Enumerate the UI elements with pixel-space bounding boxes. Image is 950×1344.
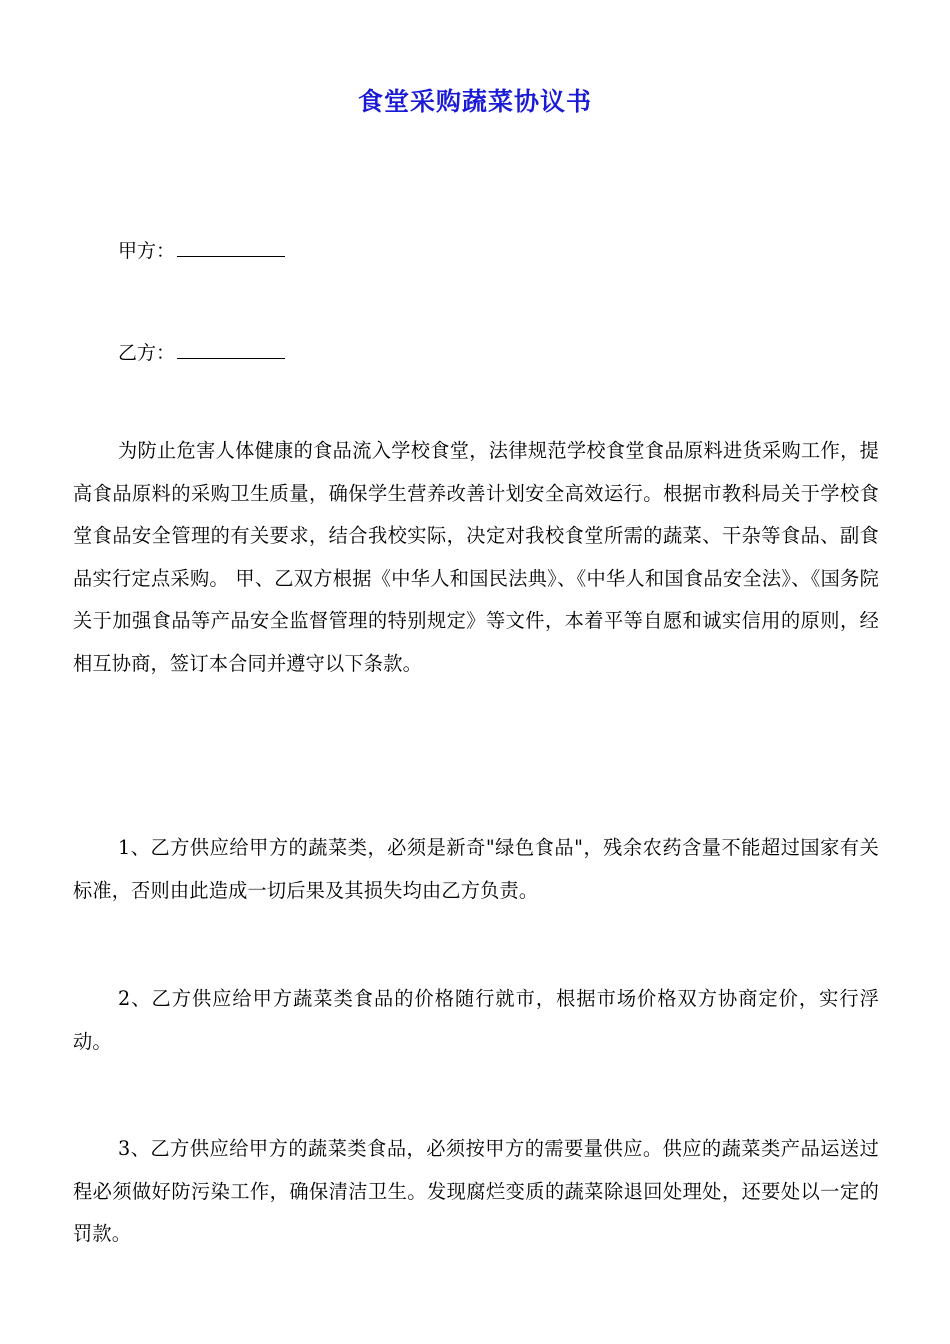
clause-3-paragraph: 3、乙方供应给甲方的蔬菜类食品，必须按甲方的需要量供应。供应的蔬菜类产品运送过程必须做好防污染工作，确保清洁卫生。发现腐烂变质的蔬菜除退回处理处，还要处以一定的罚款。 [73, 1137, 879, 1245]
party-a-blank [177, 238, 285, 257]
party-b-label: 乙方： [118, 342, 176, 364]
clause-2-paragraph: 2、乙方供应给甲方蔬菜类食品的价格随行就市，根据市场价格双方协商定价，实行浮动。 [73, 987, 879, 1053]
party-a-line [118, 236, 285, 266]
party-a-label: 甲方： [118, 240, 176, 262]
preamble-paragraph: 为防止危害人体健康的食品流入学校食堂，法律规范学校食堂食品原料进货采购工作，提高食品原料的采购卫生质量，确保学生营养改善计划安全高效运行。根据市教科局关于学校食堂食品安全管理的有关要求，结合我校实际，决定对我校食堂所需的蔬菜、干杂等食品、副食品实行定点采购。 甲、乙双方根据《中华人和国民法典》、《中华人和国食品安全法》、《国务院关于加强食品等产品安全监督管理的特别规定》等文件，本着平等自愿和诚实信用的原则，经相互协商，签订本合同并遵守以下条款。 [73, 439, 879, 675]
party-b-blank [177, 340, 285, 359]
document-title: 食堂采购蔬菜协议书 [357, 87, 592, 116]
clause-1-paragraph: 1、乙方供应给甲方的蔬菜类，必须是新奇"绿色食品"，残余农药含量不能超过国家有关标准，否则由此造成一切后果及其损失均由乙方负责。 [73, 836, 879, 902]
party-b-line [118, 338, 285, 368]
